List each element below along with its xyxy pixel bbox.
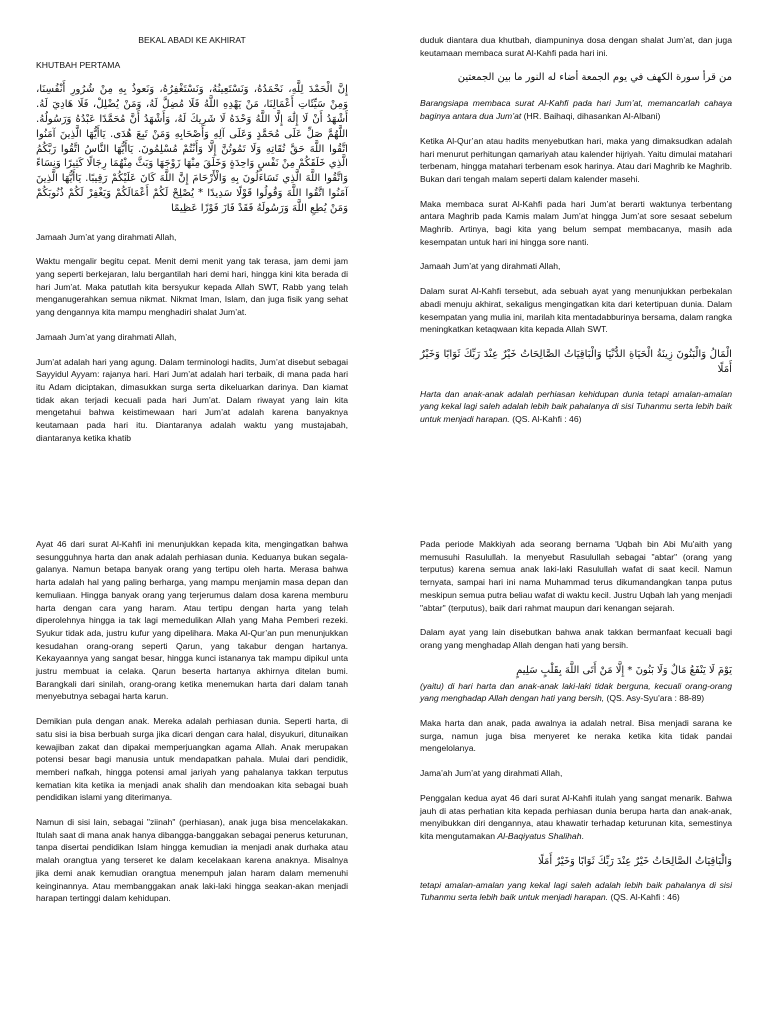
emphasis-term: Al-Baqiyatus Shalihah [497, 830, 582, 841]
page-4 [384, 512, 768, 1024]
arabic-verse: الْمَالُ وَالْبَنُونَ زِينَةُ الْحَيَاةِ الدُّنْيَا وَالْبَاقِيَاتُ الصَّالِحَاتُ خَيْرٌ عِنْدَ رَبِّكَ ثَوَابًا وَخَيْرٌ أَمَلًا [420, 348, 732, 375]
verse-translation-text: (yaitu) di hari harta dan anak-anak laki-laki tidak berguna, kecuali orang-orang yang menghadap Allah dengan hati yang bersih, [420, 680, 732, 704]
arabic-verse-2: وَالْبَاقِيَاتُ الصَّالِحَاتُ خَيْرٌ عِنْدَ رَبِّكَ ثَوَابًا وَخَيْرٌ أَمَلًا [538, 855, 732, 867]
paragraph: Jamaah Jum’at yang dirahmati Allah, [420, 261, 561, 272]
paragraph: Dalam surat Al-Kahfi tersebut, ada sebuah ayat yang menunjukkan perbekalan abadi menuju akhirat, sekaligus mengingatkan kita dari ketertipuan dunia. Dalam kesempatan yang mulia ini, marilah kita mentadabburinya bersama, dalam rangka meningkatkan ketaqwaan kita kepada Allah SWT. [420, 286, 732, 335]
hadith-translation [420, 97, 732, 122]
paragraph: Jamaah Jum’at yang dirahmati Allah, [36, 231, 177, 242]
paragraph [420, 792, 732, 843]
document-title: BEKAL ABADI KE AKHIRAT [138, 35, 246, 45]
translation-source: (HR. Baihaqi, dihasankan Al-Albani) [521, 111, 661, 122]
paragraph: Demikian pula dengan anak. Mereka adalah perhiasan dunia. Seperti harta, di satu sisi ia bisa berbuah surga jika dicari dengan cara halal, disyukuri, ditunaikan kewajiban zakat dan dipakai memperjuangkan agama Allah. Anak merupakan potensi besar bagi manusia untuk mendapatkan pahala. Mulai dari pendidik, memberi nafkah, hingga potensi amal jariyah yang pahalanya takkan terputus kematian kita ketika ia menjadi anak shalih dan mendoakan kita sebagai buah pendidikan islami yang diterimanya. [36, 716, 348, 803]
paragraph: Maka harta dan anak, pada awalnya ia adalah netral. Bisa menjadi sarana ke surga, namun juga bisa menyeret ke neraka ketika kita tidak pandai mengelolanya. [420, 718, 732, 754]
paragraph-text: Penggalan kedua ayat 46 dari surat Al-Kahfi itulah yang sangat menarik. Bahwa jauh di atas perhatian kita kepada perhiasan dunia berupa harta dan anak-anak, menyibukkan diri dengannya, atau khawatir terhadap keturunan kita, semestinya kita mengutamakan [420, 792, 732, 841]
paragraph: Jum’at adalah hari yang agung. Dalam terminologi hadits, Jum’at disebut sebagai Sayyidul Ayyam: rajanya hari. Hari Jum’at adalah hari terbaik, di mana pada hari itu Adam diciptakan, dimasukkan surga serta dikeluarkan darinya. Dan kiamat tidak akan terjadi kecuali pada hari Jum’at. Dalam riwayat yang lain kita mengetahui bahwa keistimewaan hari Jum’at adalah karena banyaknya keutamaan pada hari itu. Diantaranya adalah waktu yang mustajabah, diantaranya ketika khatib [36, 356, 348, 443]
paragraph: Waktu mengalir begitu cepat. Menit demi menit yang tak terasa, jam demi jam yang seperti berkejaran, lalu bergantilah hari demi hari, hingga kini kita berada di hari Jum’at. Maka patutlah kita bersyukur kepada Allah SWT, Rabb yang telah menganugerahkan semua nikmat. Nikmat Iman, Islam, dan juga fisik yang sehat yang dengannya kita mampu menghadiri shalat Jum’at. [36, 256, 348, 318]
verse2-source: (QS. Al-Kahfi : 46) [608, 892, 680, 903]
paragraph: Ayat 46 dari surat Al-Kahfi ini menunjukkan kepada kita, mengingatkan bahwa sesungguhnya harta dan anak adalah perhiasan dunia. Keduanya bukan segala-galanya. Namun betapa banyak orang yang tertipu oleh harta. Merasa bahwa harta adalah hal yang paling berharga, yang mampu menjamin masa depan dan kemuliaan. Hingga banyak orang yang terjerumus dalam dosa karena memburu harta dengan cara yang haram. Atau tertipu dengan harta yang telah diperolehnya hingga ia tak lagi memedulikan Allah yang Maha Pemberi rezeki. Syukur tidak ada, justru kufur yang dipelihara. Maka Al-Qur’an pun menunjukkan kesudahan orang-orang seperti Qarun, yang takabur dengan hartanya. Kekayaannya yang sangat besar, hingga kunci istananya tak mampu dipikul unta justru membuat ia celaka. Qarun beserta hartanya akhirnya ditelan bumi. Barangkali dari sinilah, orang-orang ketika menemukan harta dari dalam tanah menyebutnya sebagai harta karun. [36, 539, 348, 702]
section-heading: KHUTBAH PERTAMA [36, 59, 121, 70]
paragraph: Maka membaca surat Al-Kahfi pada hari Jum’at berarti waktunya terbentang antara Maghrib pada Kamis malam Jum’at hingga Jum’at sore sesaat sebelum Maghrib. Artinya, bagi kita yang belum sempat membacanya, masih ada kesempatan untuk hari ini hingga sore nanti. [420, 198, 732, 247]
verse-translation-2 [420, 879, 732, 904]
paragraph: Pada periode Makkiyah ada seorang bernama 'Uqbah bin Abi Mu'aith yang memusuhi Rasulullah. Ia menyebut Rasulullah sebagai "abtar" (orang yang terputus) karena semua anak laki-laki Rasulullah wafat di saat kecil. Namun ternyata, sampai hari ini nama Muhammad terus dikumandangkan tanpa putus meskipun semua putra beliau wafat di waktu kecil. Justru Uqbah lah yang menjadi "abtar" (terputus), baik dari rahmat maupun dari kenangan sejarah. [420, 539, 732, 613]
arabic-hadith: من قرأ سورة الكهف في يوم الجمعة أضاء له النور ما بين الجمعتين [457, 72, 732, 84]
verse-source: (QS. Asy-Syu'ara : 88-89) [604, 693, 705, 704]
page-1 [0, 0, 384, 512]
verse-source: (QS. Al-Kahfi : 46) [509, 413, 582, 424]
translation-text: Barangsiapa membaca surat Al-Kahfi pada hari Jum’at, memancarlah cahaya baginya antara dua Jum’at [420, 98, 732, 122]
paragraph-end: . [581, 830, 584, 841]
verse2-translation-text: tetapi amalan-amalan yang kekal lagi saleh adalah lebih baik pahalanya di sisi Tuhanmu serta lebih baik untuk menjadi harapan. [420, 879, 732, 903]
verse-translation [420, 388, 732, 426]
paragraph: Namun di sisi lain, sebagai "ziinah" (perhiasan), anak juga bisa mencelakakan. Itulah saat di mana anak hanya dibangga-banggakan sebagai penerus keturunan, tanpa disertai pendidikan Islam hingga kemudian ia menjadi anak durhaka atau malah orangtua yang terseret ke dalam kecelakaan karena anaknya. Misalnya jika demi anak kemudian orangtua menempuh jalan haram dalam memenuhi keinginannya. Atau membanggakan anak laki-laki hingga seakan-akan menjadi harapan tertinggi dalam kehidupan. [36, 817, 348, 904]
paragraph: Ketika Al-Qur’an atau hadits menyebutkan hari, maka yang dimaksudkan adalah hari menurut perhitungan qamariyah atau kalender hijriyah. Yaitu dimulai matahari terbenam, hingga matahari terbenam esok harinya. Atau dari Maghrib ke Maghrib. Bukan dari tengah malam seperti dalam kalender masehi. [420, 135, 732, 184]
verse-translation [420, 680, 732, 705]
paragraph: Jamaah Jum’at yang dirahmati Allah, [36, 331, 177, 342]
paragraph: Dalam ayat yang lain disebutkan bahwa anak takkan bermanfaat kecuali bagi orang yang menghadap Allah dengan hati yang bersih. [420, 627, 732, 650]
arabic-verse: يَوْمَ لَا يَنْفَعُ مَالٌ وَلَا بَنُونَ * إِلَّا مَنْ أَتَى اللَّهَ بِقَلْبٍ سَلِيمٍ [516, 664, 732, 676]
page-3 [0, 512, 384, 1024]
page-2 [384, 0, 768, 512]
paragraph: Jama’ah Jum’at yang dirahmati Allah, [420, 768, 563, 779]
verse-translation-text: Harta dan anak-anak adalah perhiasan kehidupan dunia tetapi amalan-amalan yang kekal lagi saleh adalah lebih baik pahalanya di sisi Tuhanmu serta lebih baik untuk menjadi harapan. [420, 388, 732, 424]
paragraph: duduk diantara dua khutbah, diampuninya dosa dengan shalat Jum’at, dan juga keutamaan membaca surat Al-Kahfi pada hari ini. [420, 35, 732, 58]
arabic-opening: إِنَّ الْحَمْدَ لِلَّهِ، نَحْمَدُهُ، وَنَسْتَعِينُهُ، وَنَسْتَغْفِرُهُ، وَنَعوذُ بِهِ مِنْ شُرُورِ أَنْفُسِنَا، وَمِنْ سَيِّئَاتِ أَعْمَالِنَا، مَنْ يَهْدِهِ اللَّهُ فَلَا مُضِلَّ لَهُ، وَمَنْ يُضْلِلْ، فَلَا هَادِيَ لَهُ. أَشْهَدُ أَنْ لَا إِلَٰهَ إِلَّا اللَّهُ وَحْدَهُ لَا شَرِيكَ لَهُ، وَأَشْهَدُ أَنَّ مُحَمَّدًا عَبْدُهُ وَرَسُولُهُ. اللَّهُمَّ صَلِّ عَلَى مُحَمَّدٍ وَعَلَى آلِهِ وَأَصْحَابِهِ وَمَنْ تَبِعَ هُدَى. يَاأَيُّهَا الَّذِينَ آمَنُوا اتَّقُوا اللَّهَ حَقَّ تُقَاتِهِ وَلَا تَمُوتُنَّ إِلَّا وَأَنْتُمْ مُسْلِمُونَ. يَاأَيُّهَا النَّاسُ اتَّقُوا رَبَّكُمُ الَّذِي خَلَقَكُمْ مِنْ نَفْسٍ وَاحِدَةٍ وَخَلَقَ مِنْهَا زَوْجَهَا وَبَثَّ مِنْهُمَا رِجَالًا كَثِيرًا وَنِسَاءً وَاتَّقُوا اللَّهَ الَّذِي تَسَاءَلُونَ بِهِ وَالْأَرْحَامَ إِنَّ اللَّهَ كَانَ عَلَيْكُمْ رَقِيبًا. يَاأَيُّهَا الَّذِينَ آمَنُوا اتَّقُوا اللَّهَ وَقُولُوا قَوْلًا سَدِيدًا * يُصْلِحْ لَكُمْ أَعْمَالَكُمْ وَيَغْفِرْ لَكُمْ ذُنُوبَكُمْ وَمَنْ يُطِعِ اللَّهَ وَرَسُولَهُ فَقَدْ فَازَ فَوْزًا عَظِيمًا [36, 84, 348, 214]
